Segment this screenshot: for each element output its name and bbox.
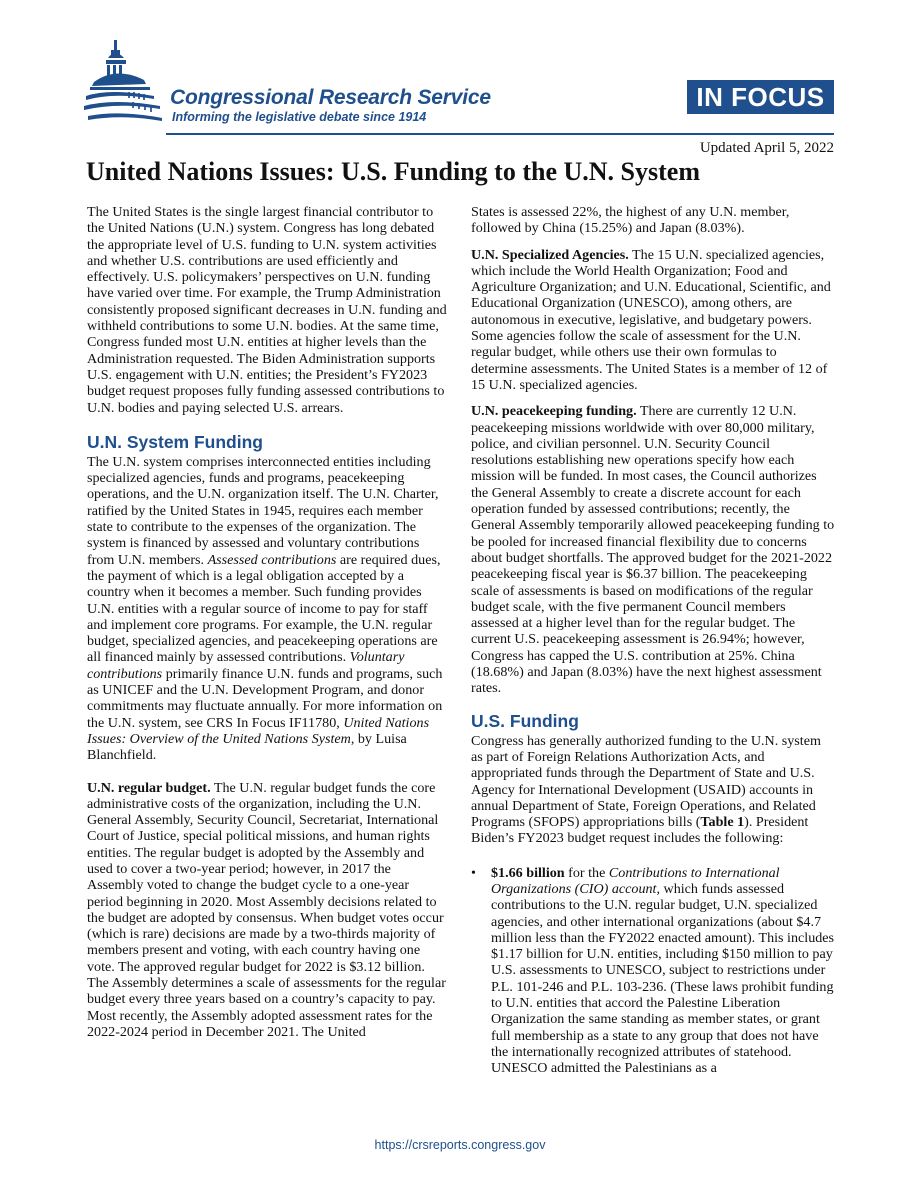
updated-date: Updated April 5, 2022 — [699, 140, 834, 156]
section-heading-system-funding: U.N. System Funding — [87, 431, 263, 452]
specialized-agencies-paragraph: U.N. Specialized Agencies. The 15 U.N. specialized agencies, which include the World Health Organization; Food and Agriculture Organization; and U.N. Educational, Scientific, and Educational Organization (UNESCO), among others, are autonomous in executive, legislative, and budgetary powers. Some agencies follow the scale of assessment for the U.N. regular budget, while others use their own formulas to determine assessments. The United States is a member of 12 of 15 U.N. specialized agencies. — [471, 246, 831, 393]
page-title: United Nations Issues: U.S. Funding to the U.N. System — [86, 157, 700, 186]
system-funding-paragraph: The U.N. system comprises interconnected entities including specialized agencies, funds and programs, peacekeeping operations, and the U.N. organization itself. The U.N. Charter, ratified by the United States in 1945, requires each member state to contribute to the expenses of the organization. The system is financed by assessed and voluntary contributions from U.N. members. Assessed contributions are required dues, the payment of which is a legal obligation accepted by a country when it becomes a member. Such funding provides U.N. entities with a regular source of income to pay for staff and implement core programs. For example, the U.N. regular budget, specialized agencies, and peacekeeping operations are all financed mainly by assessed contributions. Voluntary contributions primarily finance U.N. funds and programs, such as UNICEF and the U.N. Development Program, and donor commitments may fluctuate annually. For more information on the U.N. system, see CRS In Focus IF11780, United Nations Issues: Overview of the United Nations System, by Luisa Blanchfield. — [87, 453, 443, 764]
footer-url-link[interactable]: https://crsreports.congress.gov — [374, 1138, 546, 1152]
org-name: Congressional Research Service — [170, 86, 491, 109]
in-focus-badge: IN FOCUS — [687, 80, 834, 114]
capitol-dome-logo-icon — [84, 40, 166, 130]
header-rule — [166, 133, 834, 135]
right-column — [471, 204, 835, 1077]
list-item: • $1.66 billion for the Contributions to International Organizations (CIO) account, which funds assessed contributions to the U.N. regular budget, U.N. specialized agencies, and other international organizations (about $4.7 million less than the FY2022 enacted amount). This includes $1.17 billion for U.N. entities, including $150 million to pay U.S. assessments to UNESCO, subject to restrictions under P.L. 101-246 and P.L. 103-236. (These laws prohibit funding to U.N. entities that accord the Palestine Liberation Organization the same standing as member states, or grant full membership as a state to any group that does not have the internationally recognized attributes of statehood. UNESCO admitted the Palestinians as a — [471, 864, 835, 1077]
budget-request-list — [471, 865, 835, 1077]
page-header — [0, 0, 920, 156]
bullet-icon: • — [471, 864, 476, 881]
left-column — [87, 204, 448, 1050]
us-funding-paragraph: Congress has generally authorized funding to the U.N. system as part of Foreign Relations Authorization Acts, and appropriated funds through the Department of State and U.S. Agency for International Development (USAID) accounts in annual Department of State, Foreign Operations, and Related Programs (SFOPS) appropriations bills (Table 1). President Biden’s FY2023 budget request includes the following: — [471, 732, 821, 847]
assessment-continuation-paragraph: States is assessed 22%, the highest of any U.N. member, followed by China (15.25%) and Japan (8.03%). — [471, 204, 790, 237]
intro-paragraph: The United States is the single largest financial contributor to the United Nations (U.N.) system. Congress has long debated the appropriate level of U.S. funding to U.N. system activities and whether U.S. contributions are used efficiently and effectively. U.S. policymakers’ perspectives on U.N. funding have varied over time. For example, the Trump Administration consistently proposed significant decreases in U.N. funding and withheld contributions to some U.N. bodies. At the same time, Congress funded most U.N. entities at higher levels than the Administration requested. The Biden Administration supports U.S. engagement with U.N. entities; the President’s FY2023 budget request proposes fully funding assessed contributions to U.N. bodies and paying selected U.S. arrears. — [87, 204, 447, 416]
peacekeeping-paragraph: U.N. peacekeeping funding. There are currently 12 U.N. peacekeeping missions worldwide with over 80,000 military, police, and civilian personnel. U.N. Security Council resolutions establishing new operations specify how each mission will be funded. In most cases, the Council authorizes the General Assembly to create a discrete account for each operation funded by assessed contributions; recently, the General Assembly temporarily allowed peacekeeping funding to be pooled for increased financial flexibility due to concerns about budget shortfalls. The approved budget for the 2021-2022 peacekeeping fiscal year is $6.37 billion. The peacekeeping scale of assessments is based on modifications of the regular budget scale, with the five permanent Council members assessed at a higher level than for the regular budget. The current U.S. peacekeeping assessment is 26.94%; however, Congress has capped the U.S. contribution at 25%. China (18.68%) and Japan (8.03%) have the next highest assessment rates. — [471, 403, 835, 697]
regular-budget-paragraph: U.N. regular budget. The U.N. regular budget funds the core administrative costs of the organization, including the U.N. General Assembly, Security Council, Secretariat, International Court of Justice, special political missions, and human rights entities. The regular budget is adopted by the Assembly and used to cover a two-year period; however, in 2017 the Assembly voted to change the budget cycle to a one-year period beginning in 2020. Most Assembly decisions related to the budget are adopted by consensus. When budget votes occur (which is rare) decisions are made by a two-thirds majority of members present and voting, with each country having one vote. The approved regular budget for 2022 is $3.12 billion. The Assembly determines a scale of assessments for the regular budget every three years based on a country’s capacity to pay. Most recently, the Assembly adopted assessment rates for the 2022-2024 period in December 2021. The United — [87, 779, 446, 1040]
section-heading-us-funding: U.S. Funding — [471, 710, 579, 731]
org-tagline: Informing the legislative debate since 1914 — [172, 110, 427, 124]
